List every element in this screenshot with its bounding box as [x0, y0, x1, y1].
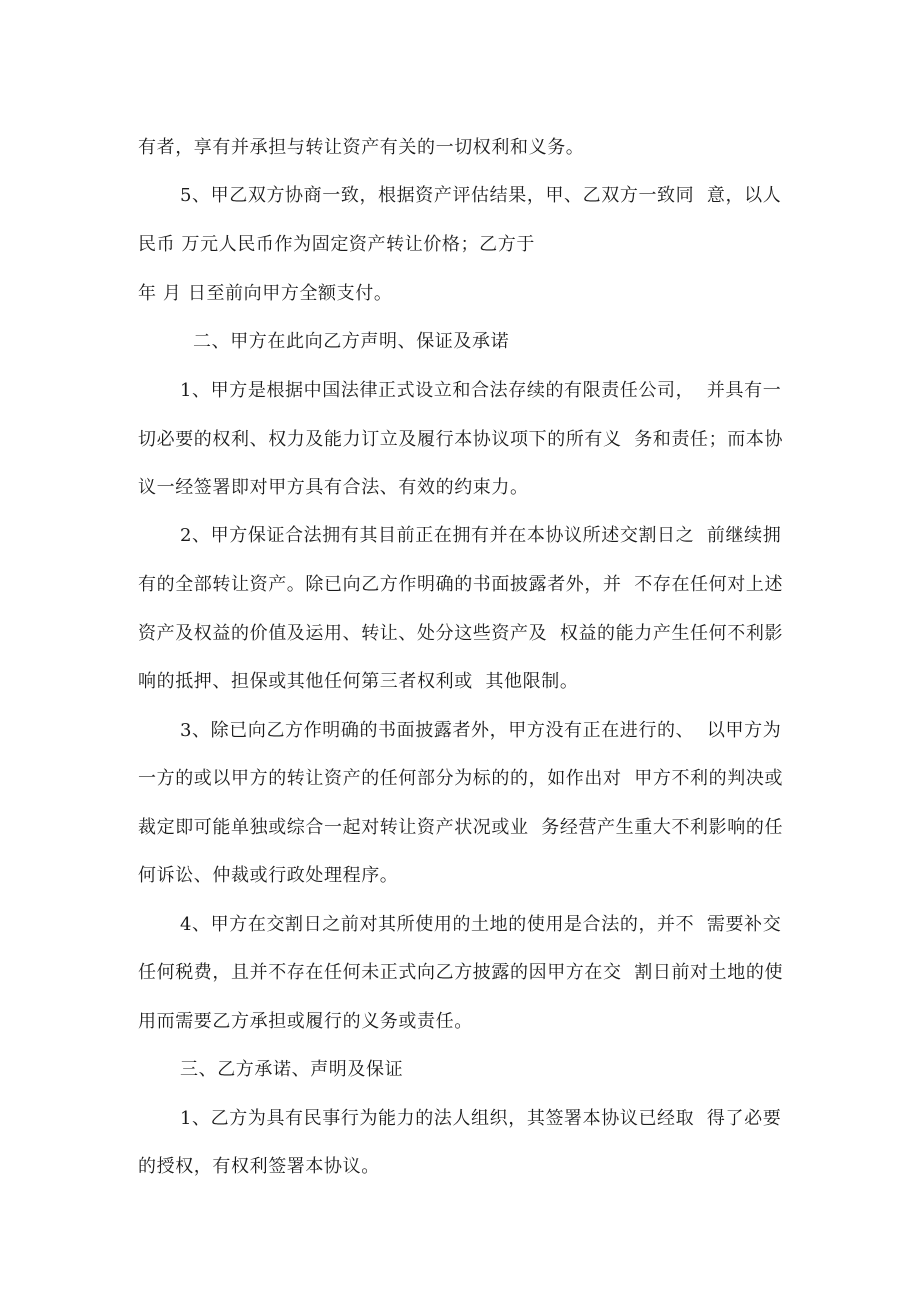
- text-line-8: 议一经签署即对甲方具有合法、有效的约束力。: [138, 477, 529, 498]
- text-line-18: 任何税费，且并不存在任何未正式向乙方披露的因甲方在交 割日前对土地的使: [138, 962, 784, 983]
- text-line-21: 1、乙方为具有民事行为能力的法人组织，其签署本协议已经取 得了必要: [180, 1108, 782, 1129]
- text-line-14: 一方的或以甲方的转让资产的任何部分为标的的，如作出对 甲方不利的判决或: [138, 768, 784, 789]
- text-line-12: 响的抵押、担保或其他任何第三者权利或 其他限制。: [138, 671, 579, 692]
- text-line-11: 资产及权益的价值及运用、转让、处分这些资产及 权益的能力产生任何不利影: [138, 623, 784, 644]
- text-line-10: 有的全部转让资产。除已向乙方作明确的书面披露者外，并 不存在任何对上述: [138, 574, 784, 595]
- text-line-9: 2、甲方保证合法拥有其目前正在拥有并在本协议所述交割日之 前继续拥: [180, 525, 782, 546]
- text-line-4: 年 月 日至前向甲方全额支付。: [138, 283, 393, 304]
- section-heading-2: 二、甲方在此向乙方声明、保证及承诺: [193, 331, 510, 352]
- text-line-2: 5、甲乙双方协商一致，根据资产评估结果，甲、乙双方一致同 意，以人: [180, 185, 782, 206]
- section-heading-3: 三、乙方承诺、声明及保证: [180, 1059, 404, 1080]
- text-line-3: 民币 万元人民币作为固定资产转让价格；乙方于: [138, 234, 535, 255]
- text-line-13: 3、除已向乙方作明确的书面披露者外，甲方没有正在进行的、 以甲方为: [180, 720, 782, 741]
- text-line-15: 裁定即可能单独或综合一起对转让资产状况或业 务经营产生重大不利影响的任: [138, 817, 784, 838]
- text-line-22: 的授权，有权利签署本协议。: [138, 1156, 380, 1177]
- text-line-16: 何诉讼、仲裁或行政处理程序。: [138, 865, 399, 886]
- text-line-17: 4、甲方在交割日之前对其所使用的土地的使用是合法的，并不 需要补交: [180, 914, 782, 935]
- text-line-19: 用而需要乙方承担或履行的义务或责任。: [138, 1011, 473, 1032]
- text-line-7: 切必要的权利、权力及能力订立及履行本协议项下的所有义 务和责任；而本协: [138, 429, 784, 450]
- text-line-1: 有者，享有并承担与转让资产有关的一切权利和义务。: [138, 137, 585, 158]
- text-line-6: 1、甲方是根据中国法律正式设立和合法存续的有限责任公司， 并具有一: [180, 380, 782, 401]
